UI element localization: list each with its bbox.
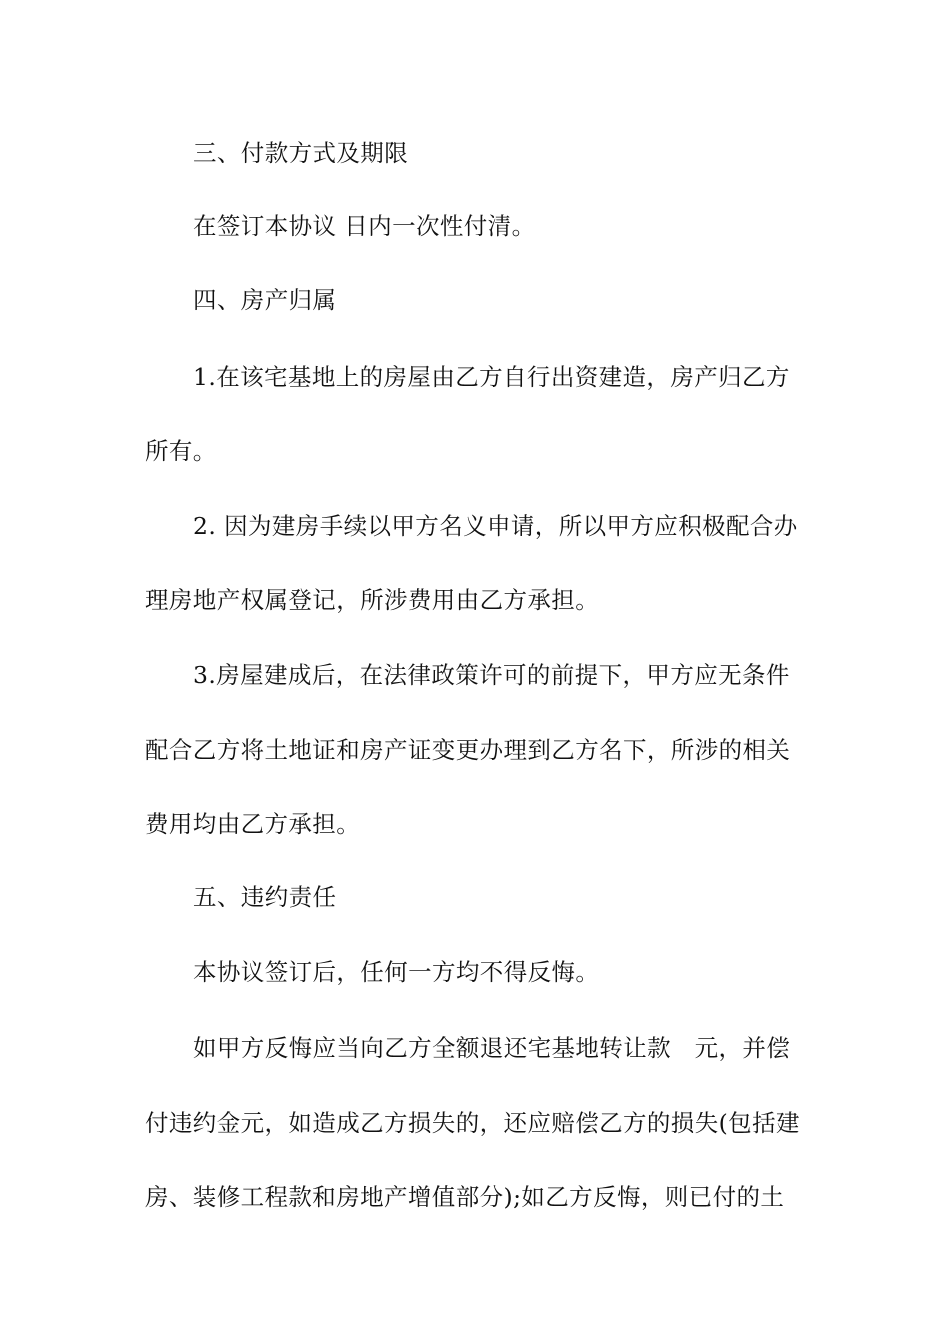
paragraph-line: 在签订本协议 日内一次性付清。 xyxy=(193,212,536,240)
paragraph-line: 2. 因为建房手续以甲方名义申请，所以甲方应积极配合办 xyxy=(193,512,798,540)
section-heading-payment: 三、付款方式及期限 xyxy=(193,139,409,167)
paragraph-line: 理房地产权属登记，所涉费用由乙方承担。 xyxy=(145,586,600,614)
paragraph-line: 所有。 xyxy=(145,437,217,465)
paragraph-line: 3.房屋建成后，在法律政策许可的前提下，甲方应无条件 xyxy=(193,661,790,689)
section-heading-breach: 五、违约责任 xyxy=(193,883,337,911)
paragraph-line: 本协议签订后，任何一方均不得反悔。 xyxy=(193,958,600,986)
paragraph-line: 费用均由乙方承担。 xyxy=(145,810,361,838)
paragraph-line: 付违约金元，如造成乙方损失的，还应赔偿乙方的损失(包括建 xyxy=(145,1109,800,1137)
paragraph-line: 1.在该宅基地上的房屋由乙方自行出资建造，房产归乙方 xyxy=(193,363,790,391)
paragraph-line: 如甲方反悔应当向乙方全额退还宅基地转让款 元，并偿 xyxy=(193,1034,791,1062)
section-heading-property: 四、房产归属 xyxy=(193,286,337,314)
paragraph-line: 配合乙方将土地证和房产证变更办理到乙方名下，所涉的相关 xyxy=(145,736,791,764)
paragraph-line: 房、装修工程款和房地产增值部分);如乙方反悔，则已付的土 xyxy=(145,1183,785,1211)
